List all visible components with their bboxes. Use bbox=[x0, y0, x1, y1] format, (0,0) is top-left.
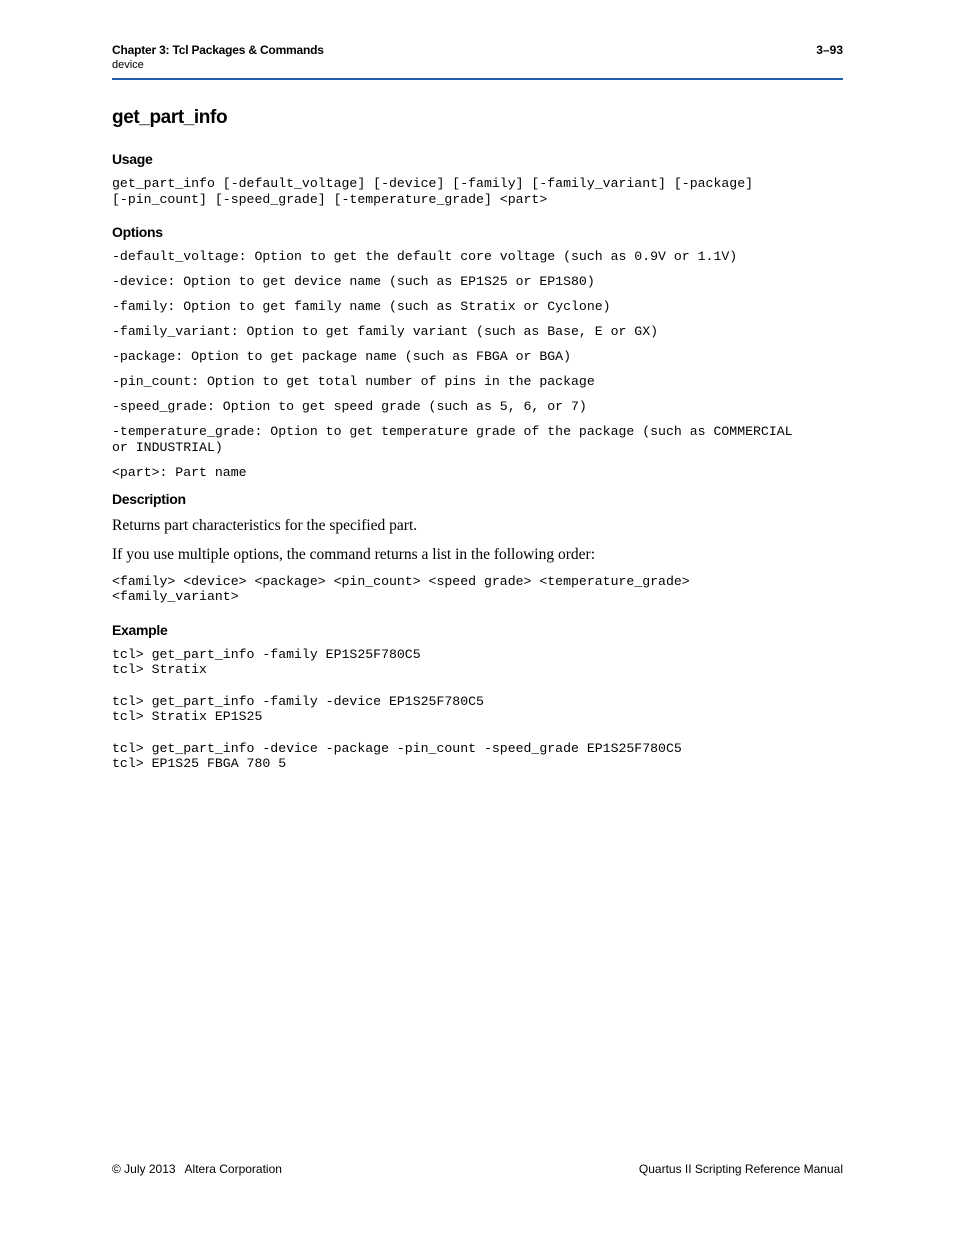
usage-text: get_part_info [-default_voltage] [-device] [-family] [-family_variant] [-package] [-pin_count] [-speed_grade] [-temperature_grade] <part> bbox=[112, 176, 754, 207]
main-content bbox=[112, 106, 843, 788]
example-code-block: tcl> get_part_info -device -package -pin_count -speed_grade EP1S25F780C5 tcl> EP1S25 FBGA 780 5 bbox=[112, 740, 682, 771]
options-list bbox=[112, 249, 843, 480]
example-code-block: tcl> get_part_info -family -device EP1S25F780C5 tcl> Stratix EP1S25 bbox=[112, 693, 484, 724]
option-item: -speed_grade: Option to get speed grade (such as 5, 6, or 7) bbox=[112, 399, 587, 414]
return-order-text: <family> <device> <package> <pin_count> <speed grade> <temperature_grade> <family_variant> bbox=[112, 573, 690, 604]
option-item: -package: Option to get package name (such as FBGA or BGA) bbox=[112, 349, 571, 364]
option-item: -device: Option to get device name (such as EP1S25 or EP1S80) bbox=[112, 274, 595, 289]
section-title: device bbox=[112, 59, 144, 71]
option-item: -temperature_grade: Option to get temperature grade of the package (such as COMMERCIAL or INDUSTRIAL) bbox=[112, 424, 793, 455]
description-paragraph: If you use multiple options, the command returns a list in the following order: bbox=[112, 545, 595, 563]
footer-date: © July 2013 bbox=[112, 1162, 176, 1176]
option-item: -pin_count: Option to get total number of pins in the package bbox=[112, 374, 595, 389]
example-heading: Example bbox=[112, 621, 168, 638]
page-header bbox=[112, 43, 843, 80]
chapter-title: Chapter 3: Tcl Packages & Commands bbox=[112, 43, 324, 57]
document-page bbox=[112, 0, 843, 1235]
footer-manual-title: Quartus II Scripting Reference Manual bbox=[638, 1162, 843, 1176]
option-item: -default_voltage: Option to get the default core voltage (such as 0.9V or 1.1V) bbox=[112, 249, 738, 264]
usage-heading: Usage bbox=[112, 151, 153, 167]
command-title: get_part_info bbox=[112, 107, 228, 128]
options-heading: Options bbox=[112, 224, 163, 240]
example-code-block: tcl> get_part_info -family EP1S25F780C5 tcl> Stratix bbox=[112, 646, 421, 677]
footer-copyright bbox=[112, 1162, 282, 1176]
description-paragraph: Returns part characteristics for the specified part. bbox=[112, 516, 418, 534]
page-number: 3–93 bbox=[816, 43, 843, 57]
description-heading: Description bbox=[112, 490, 186, 507]
footer-company: Altera Corporation bbox=[184, 1162, 282, 1176]
option-item: <part>: Part name bbox=[112, 464, 247, 480]
option-item: -family_variant: Option to get family variant (such as Base, E or GX) bbox=[112, 324, 659, 339]
option-item: -family: Option to get family name (such as Stratix or Cyclone) bbox=[112, 299, 611, 314]
